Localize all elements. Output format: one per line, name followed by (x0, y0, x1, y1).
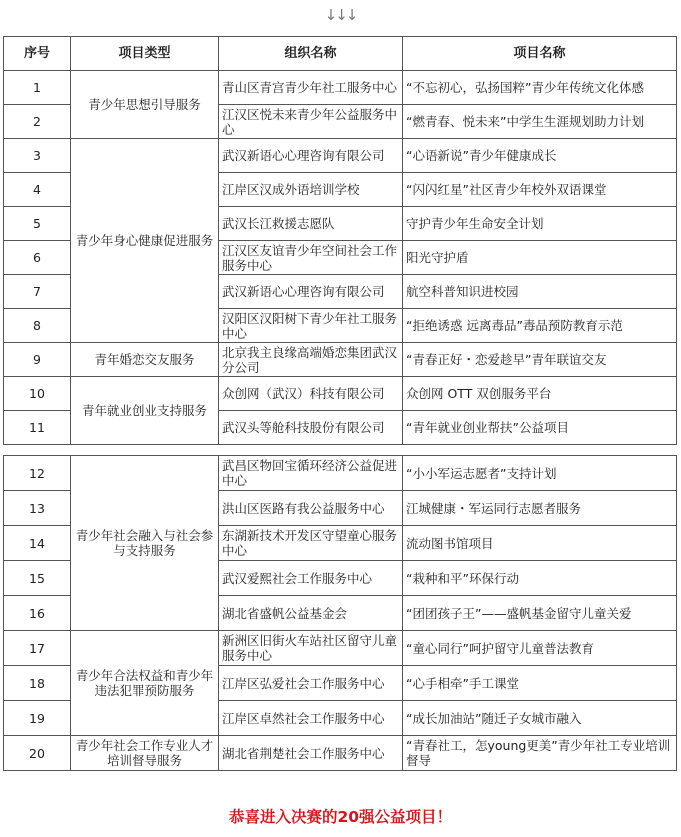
project-name: 流动图书馆项目 (403, 526, 677, 561)
project-type-cell: 青少年思想引导服务 (71, 71, 219, 139)
org-name: 湖北省荆楚社会工作服务中心 (219, 736, 403, 771)
table-row (4, 736, 677, 771)
table-row (4, 377, 677, 411)
row-number: 18 (4, 666, 71, 701)
project-type-cell: 青年就业创业支持服务 (71, 377, 219, 445)
row-number: 11 (4, 411, 71, 445)
congratulations-banner: 恭喜进入决赛的20强公益项目！ (228, 808, 453, 826)
project-name: “拒绝诱惑 远离毒品”毒品预防教育示范 (403, 309, 677, 343)
project-name: 阳光守护盾 (403, 241, 677, 275)
org-name: 洪山区医路有我公益服务中心 (219, 491, 403, 526)
project-name: “青年就业创业帮扶”公益项目 (403, 411, 677, 445)
row-number: 5 (4, 207, 71, 241)
row-number: 9 (4, 343, 71, 377)
table-row (4, 456, 677, 491)
table-header-row (4, 37, 677, 71)
row-number: 15 (4, 561, 71, 596)
org-name: 武汉新语心心理咨询有限公司 (219, 139, 403, 173)
project-name: “心手相牵”手工课堂 (403, 666, 677, 701)
row-number: 13 (4, 491, 71, 526)
project-name: “小小军运志愿者”支持计划 (403, 456, 677, 491)
row-number: 6 (4, 241, 71, 275)
project-table-part-2 (3, 455, 677, 771)
org-name: 武汉头等舱科技股份有限公司 (219, 411, 403, 445)
row-number: 10 (4, 377, 71, 411)
project-type-cell: 青年婚恋交友服务 (71, 343, 219, 377)
project-name: “成长加油站”随迁子女城市融入 (403, 701, 677, 736)
org-name: 武汉新语心心理咨询有限公司 (219, 275, 403, 309)
project-type-cell: 青少年合法权益和青少年违法犯罪预防服务 (71, 631, 219, 736)
row-number: 7 (4, 275, 71, 309)
header-project: 项目名称 (403, 37, 677, 71)
project-name: 守护青少年生命安全计划 (403, 207, 677, 241)
org-name: 武昌区物回宝循环经济公益促进中心 (219, 456, 403, 491)
project-name: “青春正好・恋爱趁早”青年联谊交友 (403, 343, 677, 377)
project-name: “团团孩子王”——盛帆基金留守儿童关爱 (403, 596, 677, 631)
table-row (4, 139, 677, 173)
org-name: 江岸区汉成外语培训学校 (219, 173, 403, 207)
project-name: “童心同行”呵护留守儿童普法教育 (403, 631, 677, 666)
row-number: 1 (4, 71, 71, 105)
org-name: 武汉爱熙社会工作服务中心 (219, 561, 403, 596)
project-table-part-1 (3, 36, 677, 445)
project-name: 航空科普知识进校园 (403, 275, 677, 309)
table-row (4, 71, 677, 105)
table-row (4, 631, 677, 666)
row-number: 2 (4, 105, 71, 139)
header-type: 项目类型 (71, 37, 219, 71)
org-name: 武汉长江救援志愿队 (219, 207, 403, 241)
org-name: 新洲区旧街火车站社区留守儿童服务中心 (219, 631, 403, 666)
row-number: 4 (4, 173, 71, 207)
org-name: 汉阳区汉阳树下青少年社工服务中心 (219, 309, 403, 343)
project-name: “不忘初心，弘扬国粹”青少年传统文化体感 (403, 71, 677, 105)
row-number: 16 (4, 596, 71, 631)
project-type-cell: 青少年社会工作专业人才培训督导服务 (71, 736, 219, 771)
org-name: 青山区青宫青少年社工服务中心 (219, 71, 403, 105)
project-name: 江城健康・军运同行志愿者服务 (403, 491, 677, 526)
row-number: 3 (4, 139, 71, 173)
table-row (4, 343, 677, 377)
org-name: 湖北省盛帆公益基金会 (219, 596, 403, 631)
org-name: 东湖新技术开发区守望童心服务中心 (219, 526, 403, 561)
row-number: 20 (4, 736, 71, 771)
org-name: 众创网（武汉）科技有限公司 (219, 377, 403, 411)
org-name: 江汉区友谊青少年空间社会工作服务中心 (219, 241, 403, 275)
project-name: “栽种和平”环保行动 (403, 561, 677, 596)
header-no: 序号 (4, 37, 71, 71)
row-number: 14 (4, 526, 71, 561)
project-type-cell: 青少年社会融入与社会参与支持服务 (71, 456, 219, 631)
row-number: 12 (4, 456, 71, 491)
org-name: 江汉区悦未来青少年公益服务中心 (219, 105, 403, 139)
header-org: 组织名称 (219, 37, 403, 71)
org-name: 北京我主良缘高端婚恋集团武汉分公司 (219, 343, 403, 377)
project-name: “心语新说”青少年健康成长 (403, 139, 677, 173)
org-name: 江岸区卓然社会工作服务中心 (219, 701, 403, 736)
row-number: 17 (4, 631, 71, 666)
project-name: 众创网 OTT 双创服务平台 (403, 377, 677, 411)
row-number: 19 (4, 701, 71, 736)
project-type-cell: 青少年身心健康促进服务 (71, 139, 219, 343)
down-arrows-icon: ↓↓↓ (324, 6, 357, 24)
org-name: 江岸区弘爱社会工作服务中心 (219, 666, 403, 701)
row-number: 8 (4, 309, 71, 343)
project-name: “燃青春、悦未来”中学生生涯规划助力计划 (403, 105, 677, 139)
project-name: “闪闪红星”社区青少年校外双语课堂 (403, 173, 677, 207)
project-name: “青春社工，怎young更美”青少年社工专业培训督导 (403, 736, 677, 771)
